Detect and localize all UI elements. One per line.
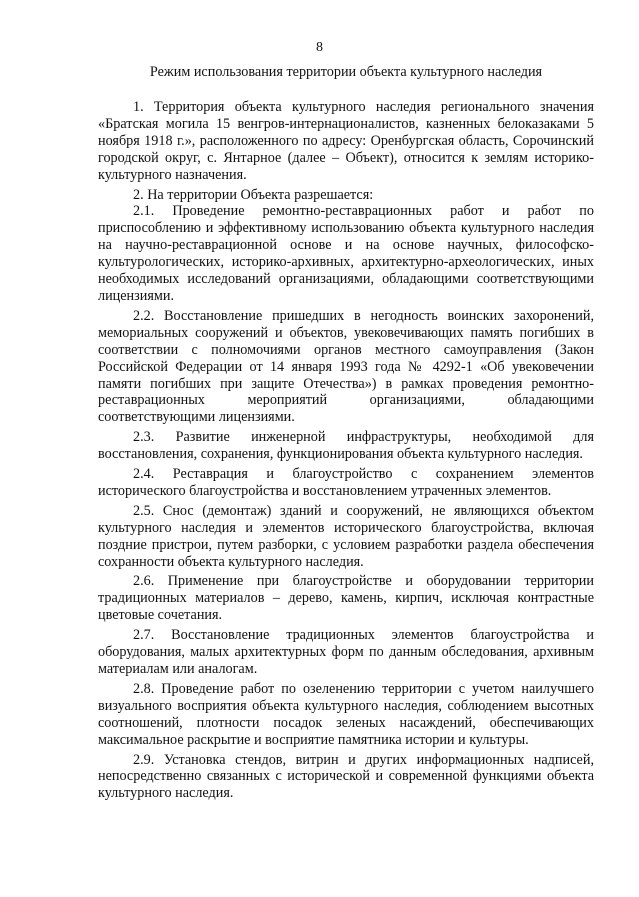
- paragraph-2-3: 2.3. Развитие инженерной инфраструктуры, необходимой для восстановления, сохранения, функционирования объекта культурного наследия.: [98, 429, 594, 463]
- paragraph-2-8: 2.8. Проведение работ по озеленению территории с учетом наилучшего визуального восприятия объекта культурного наследия, соблюдением высотных соотношений, плотности посадок зеленых насаждений, обеспечивающих максимальное раскрытие и восприятие памятника истории и культуры.: [98, 680, 594, 748]
- paragraph-2-4: 2.4. Реставрация и благоустройство с сохранением элементов исторического благоустройства и восстановлением утраченных элементов.: [98, 466, 594, 499]
- paragraph-2-1: 2.1. Проведение ремонтно-реставрационных работ и работ по приспособлению и эффективному использованию объекта культурного наследия на научно-реставрационной основе и на основе научных, философско-культурологических, историко-архивных, архитектурно-археологических, иных необходимых исследований организациями, обладающими соответствующими лицензиями.: [98, 203, 594, 304]
- paragraph-2: 2. На территории Объекта разрешается:: [133, 186, 374, 203]
- paragraph-2-2: 2.2. Восстановление пришедших в негодность воинских захоронений, мемориальных сооружений и объектов, увековечивающих память погибших в соответствии с полномочиями органов местного самоуправления (Закон Российской Федерации от 14 января 1993 года № 4292-1 «Об увековечении памяти погибших при защите Отечества») в рамках проведения ремонтно-реставрационных мероприятий организациями, обладающими соответствующими лицензиями.: [98, 307, 594, 426]
- page-number: 8: [316, 40, 323, 55]
- paragraph-1: 1. Территория объекта культурного наследия регионального значения «Братская могила 15 венгров-интернационалистов, казненных белоказаками 5 ноября 1918 г.», расположенного по адресу: Оренбургская область, Сорочинский городской округ, с. Янтарное (далее – Объект), относится к землям историко-культурного назначения.: [98, 99, 594, 183]
- paragraph-2-5: 2.5. Снос (демонтаж) зданий и сооружений, не являющихся объектом культурного наследия и элементов исторического благоустройства, включая поздние пристрои, путем разборки, с условием разработки раздела обеспечения сохранности объекта культурного наследия.: [98, 502, 594, 570]
- paragraph-2-7: 2.7. Восстановление традиционных элементов благоустройства и оборудования, малых архитектурных форм по данным обследования, архивным материалам или аналогам.: [98, 627, 594, 677]
- paragraph-2-9: 2.9. Установка стендов, витрин и других информационных надписей, непосредственно связанных с исторической и современной функциями объекта культурного наследия.: [98, 751, 594, 802]
- document-title: Режим использования территории объекта культурного наследия: [149, 64, 543, 80]
- document-body: [98, 99, 594, 802]
- paragraph-2-6: 2.6. Применение при благоустройстве и оборудовании территории традиционных материалов – дерево, камень, кирпич, исключая контрастные цветовые сочетания.: [98, 573, 594, 624]
